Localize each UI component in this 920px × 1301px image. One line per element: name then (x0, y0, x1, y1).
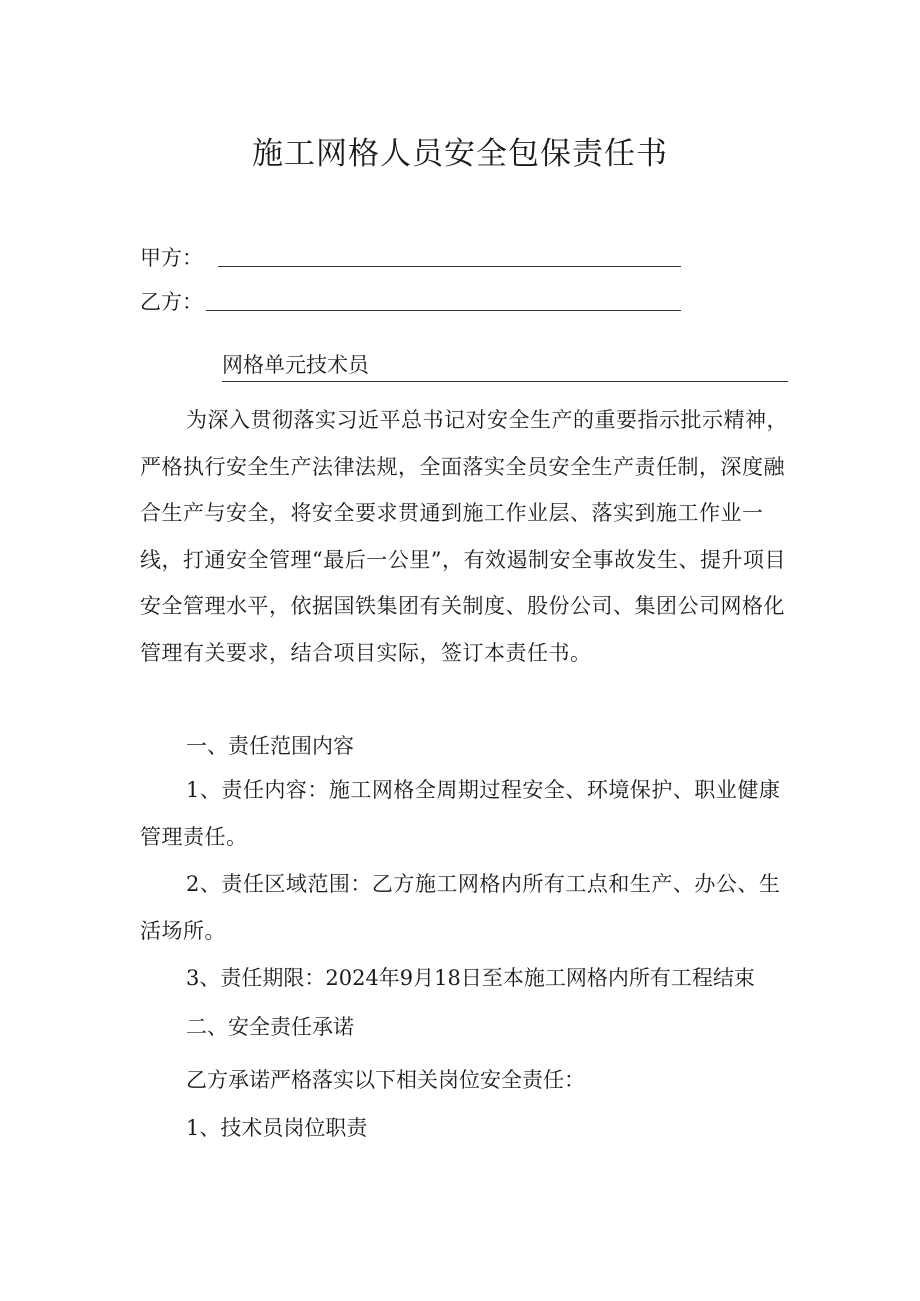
party-b-label: 乙方： (140, 290, 203, 314)
item-1-block (140, 767, 788, 860)
party-a-row (140, 243, 203, 273)
item-2-text: 2、责任区域范围：乙方施工网格内所有工点和生产、办公、生活场所。 (140, 872, 781, 943)
section-1-heading: 一、责任范围内容 (186, 734, 354, 758)
intro-paragraph: 为深入贯彻落实习近平总书记对安全生产的重要指示批示精神，严格执行安全生产法律法规，全面落实全员安全生产责任制，深度融合生产与安全，将安全要求贯通到施工作业层、落实到施工作业一线，打通安全管理“最后一公里”，有效遏制安全事故发生、提升项目安全管理水平，依据国铁集团有关制度、股份公司、集团公司网格化管理有关要求，结合项目实际，签订本责任书。 (140, 408, 788, 665)
item-4-text: 1、技术员岗位职责 (186, 1116, 368, 1140)
item-2-block (140, 861, 800, 954)
item-3-text: 3、责任期限：2024年9月18日至本施工网格内所有工程结束 (186, 966, 755, 990)
intro-paragraph-block (140, 397, 788, 676)
item-1-text: 1、责任内容：施工网格全周期过程安全、环境保护、职业健康管理责任。 (140, 778, 781, 849)
party-b-row (140, 287, 203, 317)
grid-unit-label: 网格单元技术员 (222, 353, 369, 377)
grid-unit-underline (222, 381, 788, 382)
party-a-label: 甲方： (140, 246, 203, 270)
section-2-heading: 二、安全责任承诺 (186, 1015, 354, 1039)
document-title: 施工网格人员安全包保责任书 (252, 136, 668, 172)
commitment-text: 乙方承诺严格落实以下相关岗位安全责任： (186, 1068, 585, 1092)
party-a-blank-line (218, 266, 681, 267)
party-b-blank-line (206, 310, 681, 311)
